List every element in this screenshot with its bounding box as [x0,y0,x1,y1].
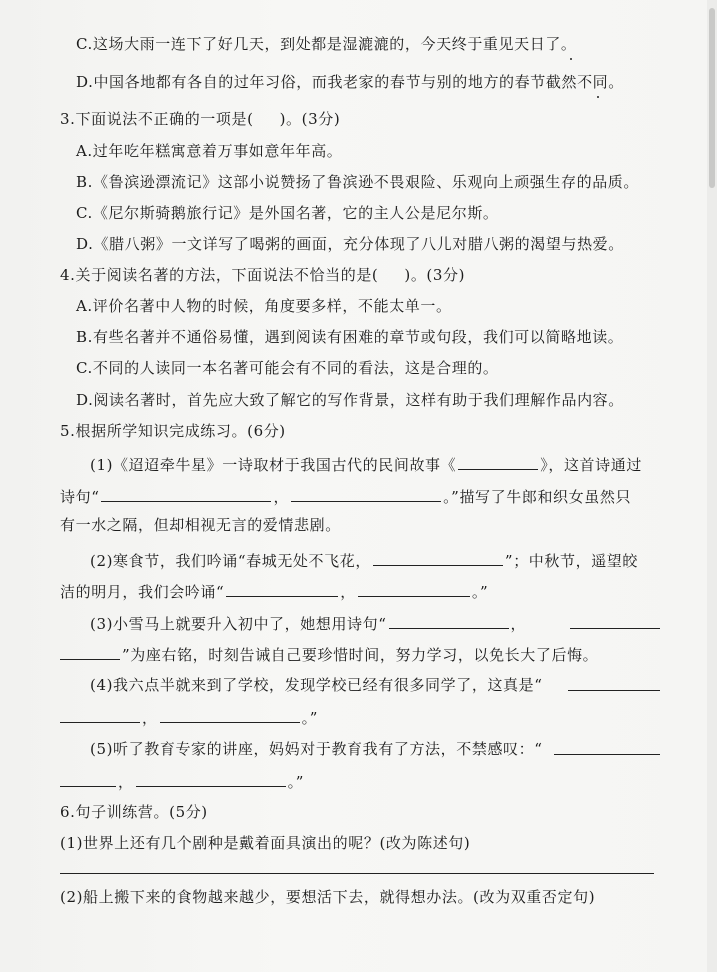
q4-title-end: )。(3分) [404,266,466,284]
q5-part2-line2 [60,580,488,602]
q5-part2-line1 [90,549,638,571]
q5-p1-text-b: 》，这首诗通过 [540,456,642,474]
answer-blank[interactable] [554,754,660,755]
emphasis-dot [570,58,572,60]
q5-part5-line2 [60,770,304,792]
q6-title: 6.句子训练营。(5分) [60,803,208,821]
q3-title [60,109,340,129]
answer-blank[interactable] [570,628,660,629]
answer-blank[interactable] [458,453,538,470]
q5-part1-line2 [60,485,631,507]
answer-blank[interactable] [160,706,300,723]
answer-blank[interactable] [101,485,271,502]
answer-blank[interactable] [60,706,140,723]
q5-p1-text-c: 诗句“ [60,488,100,506]
answer-blank[interactable] [358,580,470,597]
q5-part5-line1: (5)听了教育专家的讲座，妈妈对于教育我有了方法，不禁感叹：“ [90,740,543,758]
q5-p3-text-c: ”为座右铭，时刻告诫自己要珍惜时间，努力学习，以免长大了后悔。 [122,646,599,664]
q3-option-b: B.《鲁滨逊漂流记》这部小说赞扬了鲁滨逊不畏艰险、乐观向上顽强生存的品质。 [76,173,639,191]
answer-blank[interactable] [226,580,338,597]
q5-p1-text-d: ， [273,488,290,506]
q4-option-a: A.评价名著中人物的时候，角度要多样，不能太单一。 [76,297,452,315]
q3-option-d: D.《腊八粥》一文详写了喝粥的画面，充分体现了八儿对腊八粥的渴望与热爱。 [76,235,624,253]
q3-title-text: 3.下面说法不正确的一项是( [60,110,254,128]
q2-option-c: C.这场大雨一连下了好几天，到处都是湿漉漉的，今天终于重见天日了。 [76,35,577,53]
q3-option-a: A.过年吃年糕寓意着万事如意年年高。 [76,142,343,160]
answer-blank[interactable] [373,549,503,566]
q3-title-end: )。(3分) [279,110,341,128]
q5-part1-line1 [90,453,642,475]
emphasis-dot [597,96,599,98]
q5-p2-text-d: ， [340,583,356,601]
scrollbar[interactable] [707,0,717,972]
q5-part3-line1 [90,612,526,634]
q5-title: 5.根据所学知识完成练习。(6分) [60,422,286,440]
q4-option-d: D.阅读名著时，首先应大致了解它的写作背景，这样有助于我们理解作品内容。 [76,391,624,409]
q5-part3-line2 [60,643,598,665]
answer-blank[interactable] [60,643,120,660]
q5-p2-text-c: 洁的明月，我们会吟诵“ [60,583,225,601]
q5-p2-text-e: 。” [471,583,489,601]
answer-line[interactable] [60,873,654,874]
q4-title-text: 4.关于阅读名著的方法，下面说法不恰当的是( [60,266,379,284]
scrollbar-thumb[interactable] [709,8,715,188]
answer-blank[interactable] [60,770,116,787]
answer-blank[interactable] [136,770,286,787]
q2-option-d: D.中国各地都有各自的过年习俗，而我老家的春节与别的地方的春节截然不同。 [76,73,624,91]
q4-option-c: C.不同的人读同一本名著可能会有不同的看法，这是合理的。 [76,359,499,377]
q3-option-c: C.《尼尔斯骑鹅旅行记》是外国名著，它的主人公是尼尔斯。 [76,204,499,222]
q5-p2-text-b: ”；中秋节，遥望皎 [504,552,638,570]
q6-sentence-1: (1)世界上还有几个剧种是戴着面具演出的呢？(改为陈述句) [60,834,471,852]
q5-p3-text-a: (3)小雪马上就要升入初中了，她想用诗句“ [90,615,387,633]
q5-p2-text-a: (2)寒食节，我们吟诵“春城无处不飞花， [90,552,371,570]
answer-blank[interactable] [291,485,441,502]
q5-p5-text-c: 。” [287,773,304,791]
q5-p3-text-b: ， [510,615,527,633]
q5-part4-line1: (4)我六点半就来到了学校，发现学校已经有很多同学了，这真是“ [90,676,543,694]
q5-part1-line3: 有一水之隔，但却相视无言的爱情悲剧。 [60,516,341,534]
q5-p4-text-c: 。” [301,709,318,727]
q5-p4-text-b: ， [142,709,158,727]
q4-option-b: B.有些名著并不通俗易懂，遇到阅读有困难的章节或句段，我们可以简略地读。 [76,328,624,346]
q6-sentence-2: (2)船上搬下来的食物越来越少，要想活下去，就得想办法。(改为双重否定句) [60,888,596,906]
q5-p1-text-e: 。”描写了牛郎和织女虽然只 [443,488,632,506]
q5-p1-text-a: (1)《迢迢牵牛星》一诗取材于我国古代的民间故事《 [90,456,457,474]
q5-p5-text-b: ， [118,773,134,791]
answer-blank[interactable] [389,612,509,629]
q5-part4-line2 [60,706,318,728]
answer-blank[interactable] [568,690,660,691]
q4-title [60,265,465,285]
